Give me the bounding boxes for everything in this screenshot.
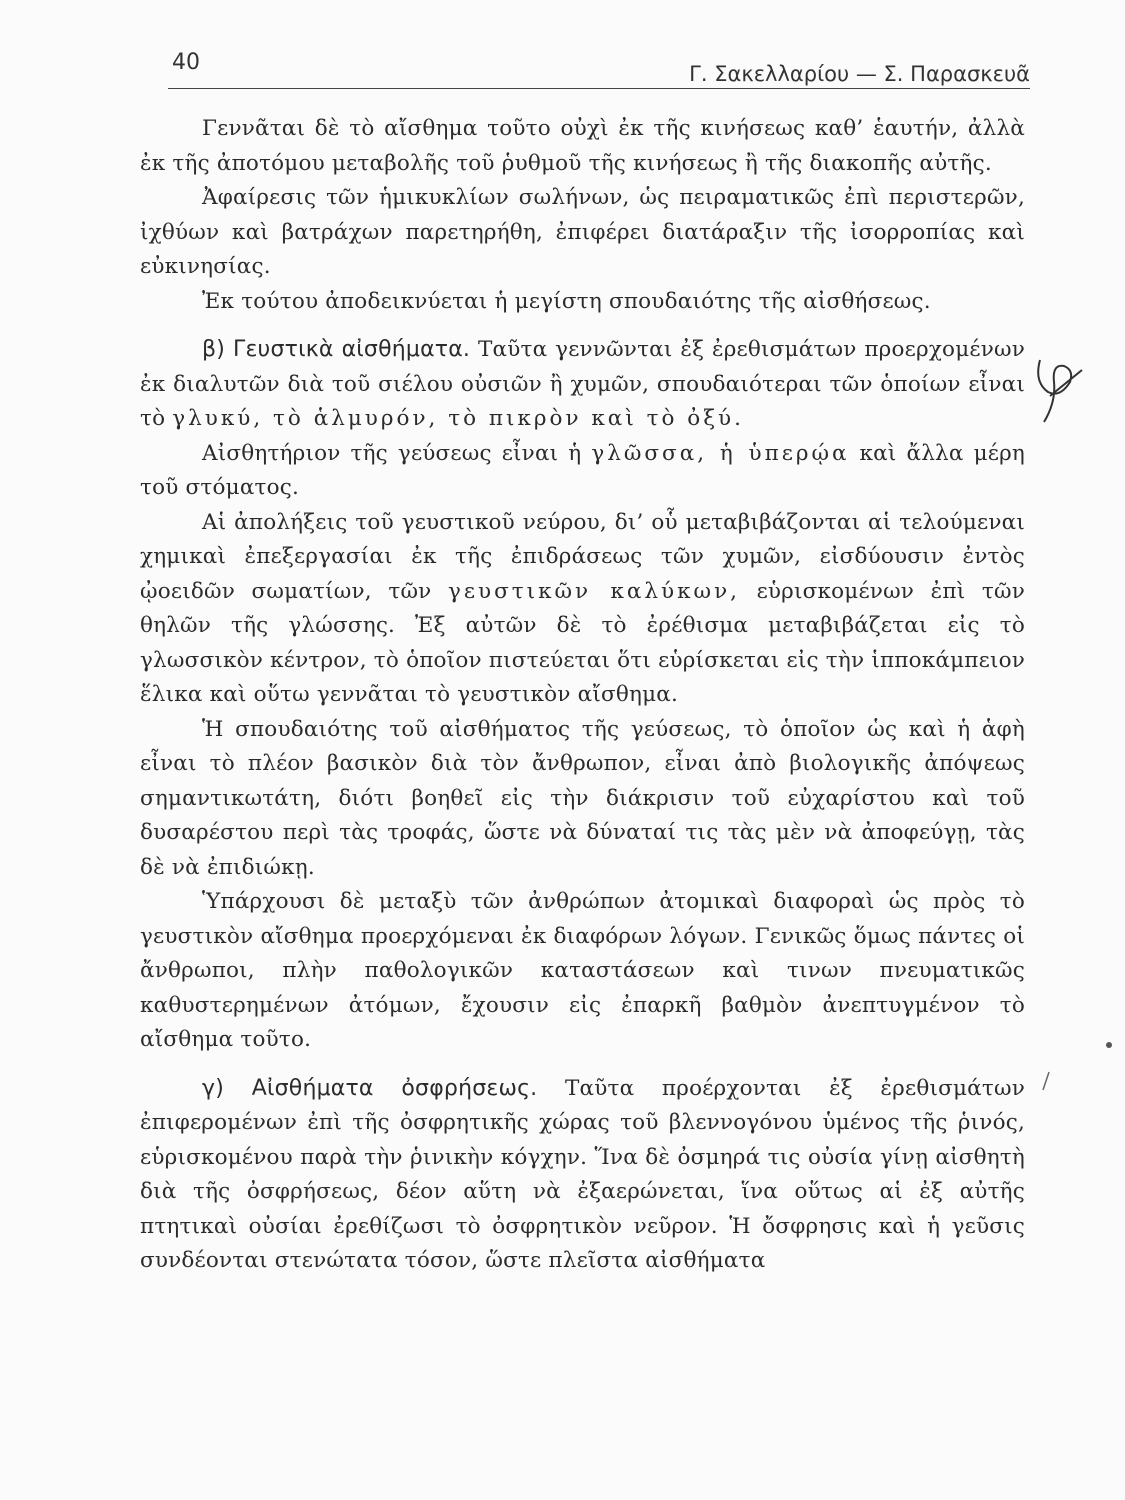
body-text xyxy=(140,112,1025,1279)
taste-organ-parts: γλῶσσα, ἡ ὑπερῴα xyxy=(591,440,850,466)
paragraph-semicircular-canals: Ἀφαίρεσις τῶν ἡμικυκλίων σωλήνων, ὡς πειραματικῶς ἐπὶ περιστερῶν, ἰχθύων καὶ βατράχων παρετηρήθη, ἐπιφέρει διατάραξιν τῆς ἰσορροπίας καὶ εὐκινησίας. xyxy=(140,185,1025,279)
stray-ink-dot xyxy=(1106,1042,1112,1048)
subheading-taste: β) Γευστικὰ αἰσθήματα. xyxy=(202,337,471,362)
paragraph-importance: Ἐκ τούτου ἀποδεικνύεται ἡ μεγίστη σπουδαιότης τῆς αἰσθήσεως. xyxy=(202,288,931,314)
handwritten-margin-mark xyxy=(1030,352,1090,432)
paragraph-taste-importance: Ἡ σπουδαιότης τοῦ αἰσθήματος τῆς γεύσεως, τὸ ὁποῖον ὡς καὶ ἡ ἁφὴ εἶναι τὸ πλέον βασικὸν διὰ τὸν ἄνθρωπον, εἶναι ἀπὸ βιολογικῆς ἀπόψεως σημαντικωτάτη, διότι βοηθεῖ εἰς τὴν διάκρισιν τοῦ εὐχαρίστου καὶ τοῦ δυσαρέστου περὶ τὰς τροφάς, ὥστε νὰ δύναταί τις τὰς μὲν νὰ ἀποφεύγῃ, τὰς δὲ νὰ ἐπιδιώκῃ. xyxy=(140,716,1025,880)
basic-tastes-list: γλυκύ, τὸ ἁλμυρόν, τὸ πικρὸν καὶ τὸ ὀξύ. xyxy=(172,406,744,431)
taste-nerve-tail: εὑρισκομένων ἐπὶ τῶν θηλῶν τῆς γλώσσης. Ἐξ αὐτῶν δὲ τὸ ἐρέθισμα μεταβιβάζεται εἰς τὸ γλωσσικὸν κέντρον, τὸ ὁποῖον πιστεύεται ὅτι εὑρίσκεται εἰς τὴν ἱπποκάμπειον ἕλικα καὶ οὕτω γεννᾶται τὸ γευστικὸν αἴσθημα. xyxy=(140,578,1025,707)
taste-nerve-lead: Αἱ ἀπολήξεις τοῦ γευστικοῦ νεύρου, δι’ οὗ μεταβιβάζονται αἱ τελούμεναι χημικαὶ ἐπεξεργασίαι ἐκ τῆς ἐπιδράσεως τῶν χυμῶν, εἰσδύουσιν ἐντὸς ᾠοειδῶν σωματίων, τῶν xyxy=(140,509,1025,604)
page-header xyxy=(168,48,1030,89)
paragraph-smell-sensations xyxy=(140,1072,1025,1279)
smell-body-text: Ταῦτα προέρχονται ἐξ ἐρεθισμάτων ἐπιφερομένων ἐπὶ τῆς ὀσφρητικῆς χώρας τοῦ βλεννογόνου ὑμένος τῆς ῥινός, εὑρισκομένου παρὰ τὴν ῥινικὴν κόγχην. Ἵνα δὲ ὀσμηρά τις οὐσία γίνῃ αἰσθητὴ διὰ τῆς ὀσφρήσεως, δέον αὕτη νὰ ἐξαερώνεται, ἵνα οὕτως αἱ ἐξ αὐτῆς πτητικαὶ οὐσίαι ἐρεθίζωσι τὸ ὀσφρητικὸν νεῦρον. Ἡ ὄσφρησις καὶ ἡ γεῦσις συνδέονται στενώτατα τόσον, ὥστε πλεῖστα αἰσθήματα xyxy=(140,1075,1025,1273)
paragraph-vestibular-sensation: Γεννᾶται δὲ τὸ αἴσθημα τοῦτο οὐχὶ ἐκ τῆς κινήσεως καθ’ ἑαυτήν, ἀλλὰ ἐκ τῆς ἀποτόμου μεταβολῆς τοῦ ῥυθμοῦ τῆς κινήσεως ἢ τῆς διακοπῆς αὐτῆς. xyxy=(140,116,1025,176)
paragraph-taste-sensations xyxy=(140,333,1025,437)
taste-intro-text: Ταῦτα γεννῶνται ἐξ ἐρεθισμάτων προερχομένων ἐκ διαλυτῶν διὰ τοῦ σιέλου οὐσιῶν ἢ χυμῶν, σπουδαιότεραι τῶν ὁποίων εἶναι τὸ xyxy=(140,337,1025,431)
subheading-smell: γ) Αἰσθήματα ὀσφρήσεως. xyxy=(202,1075,538,1101)
stray-ink-mark xyxy=(1040,1070,1052,1092)
taste-organ-tail: καὶ ἄλλα μέρη τοῦ στόματος. xyxy=(140,440,1025,500)
paragraph-taste-organ xyxy=(140,437,1025,506)
taste-organ-lead: Αἰσθητήριον τῆς γεύσεως εἶναι ἡ xyxy=(202,440,582,466)
paragraph-individual-differences: Ὑπάρχουσι δὲ μεταξὺ τῶν ἀνθρώπων ἀτομικαὶ διαφοραὶ ὡς πρὸς τὸ γευστικὸν αἴσθημα προερχόμεναι ἐκ διαφόρων λόγων. Γενικῶς ὅμως πάντες οἱ ἄνθρωποι, πλὴν παθολογικῶν καταστάσεων καὶ τινων πνευματικῶς καθυστερημένων ἀτόμων, ἔχουσιν εἰς ἐπαρκῆ βαθμὸν ἀνεπτυγμένον τὸ αἴσθημα τοῦτο. xyxy=(140,889,1025,1052)
taste-buds-term: γευστικῶν καλύκων, xyxy=(448,578,740,604)
page-number: 40 xyxy=(172,50,200,75)
paragraph-taste-nerve xyxy=(140,506,1025,713)
running-head-authors: Γ. Σακελλαρίου — Σ. Παρασκευᾶ xyxy=(689,62,1030,86)
